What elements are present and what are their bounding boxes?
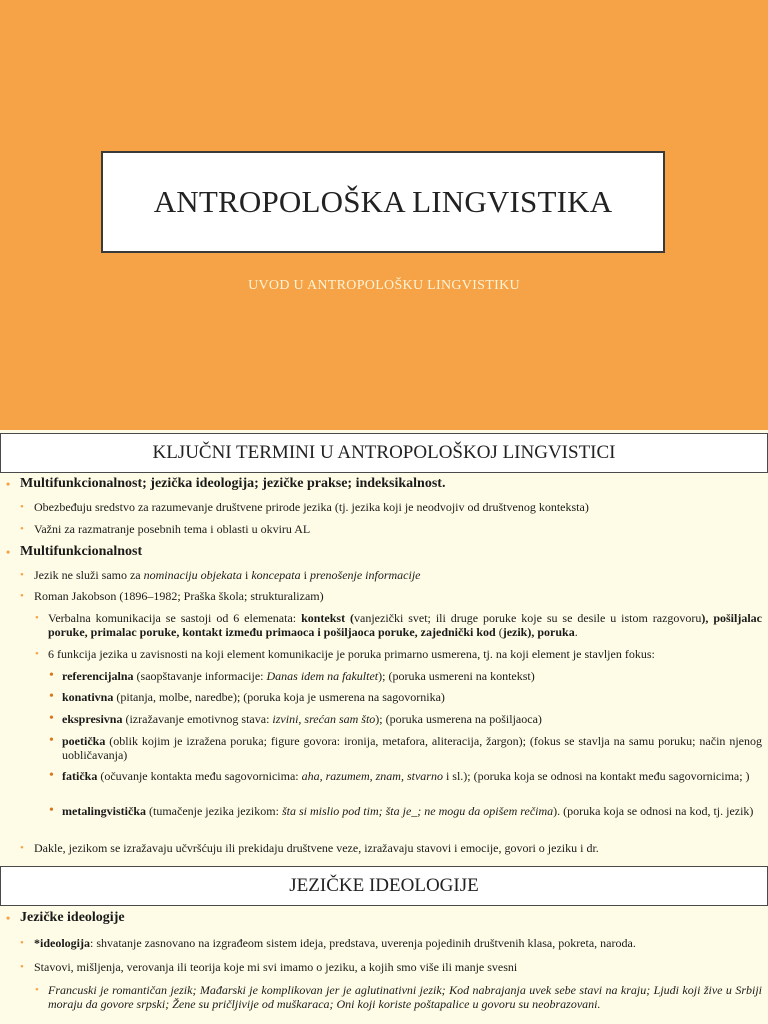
bullet-icon: • — [20, 501, 24, 513]
list-item: • Jezik ne služi samo za nominaciju objekata i koncepata i prenošenje informacije — [20, 568, 421, 582]
list-item: • Dakle, jezikom se izražavaju učvršćuju ili prekidaju društvene veze, izražavaju stavovi i emocije, govori o jeziku i dr. — [20, 841, 599, 855]
subtitle: UVOD U ANTROPOLOŠKU LINGVISTIKU — [248, 278, 520, 293]
list-item: • *ideologija: shvatanje zasnovano na izgrađeom sistem ideja, predstava, uverenja pojedinih društvenih klasa, pokreta, naroda. — [20, 936, 636, 950]
bullet-icon: • — [20, 961, 24, 973]
list-item: • Francuski je romantičan jezik; Mađarski je komplikovan jer je aglutinativni jezik; Kod nabrajanja uvek sebe stavi na kraju; Ljudi koji žive u Srbiji moraju da govore srpski; Žene su pričljivije od muškaraca; Oni koji koriste poštapalice u govoru su neobrazovani. — [35, 983, 762, 1011]
bullet-icon: • — [49, 689, 54, 704]
list-item: • 6 funkcija jezika u zavisnosti na koji element komunikacije je poruka primarno usmerena, tj. na koji element je stavljen fokus: — [35, 647, 655, 661]
function-item-phatic: • fatička (očuvanje kontakta među sagovornicima: aha, razumem, znam, stvarno i sl.); (poruka koja se odnosi na kontakt među sagovornicima; ) — [49, 768, 750, 783]
bullet-icon: • — [35, 612, 39, 624]
bullet-icon: • — [49, 668, 54, 683]
bullet-icon: • — [20, 937, 24, 949]
list-item: • Multifunkcionalnost; jezička ideologija; jezičke prakse; indeksikalnost. — [6, 476, 446, 491]
bullet-icon: • — [6, 477, 11, 491]
function-item-expressive: • ekspresivna (izražavanje emotivnog stava: izvini, srećan sam što); (poruka usmerena na pošiljaoca) — [49, 711, 542, 726]
title-box — [101, 151, 665, 253]
page-title: ANTROPOLOŠKA LINGVISTIKA — [153, 184, 613, 219]
bullet-icon: • — [6, 545, 11, 559]
bullet-icon: • — [35, 648, 39, 660]
bullet-icon: • — [20, 569, 24, 581]
list-item: • Roman Jakobson (1896–1982; Praška škola; strukturalizam) — [20, 589, 324, 603]
bullet-icon: • — [49, 803, 54, 818]
bullet-icon: • — [49, 768, 54, 783]
function-item-referential: • referencijalna (saopštavanje informacije: Danas idem na fakultet); (poruka usmereni na kontekst) — [49, 668, 535, 683]
function-item-metalinguistic: • metalingvistička (tumačenje jezika jezikom: šta si mislio pod tim; šta je_; ne mogu da opišem rečima). (poruka koja se odnosi na kod, tj. jezik) — [49, 803, 754, 818]
bullet-icon: • — [20, 842, 24, 854]
list-item: • Obezbeđuju sredstvo za razumevanje društvene prirode jezika (tj. jezika koji je neodvojiv od društvenog konteksta) — [20, 500, 589, 514]
bullet-icon: • — [35, 984, 39, 996]
list-item: • Verbalna komunikacija se sastoji od 6 elemenata: kontekst (vanjezički svet; ili druge poruke koje su se desile u istom razgovoru), pošiljalac poruke, primalac poruke, kontakt između primaoca i pošiljaoca poruke, zajednički kod (jezik), poruka. — [35, 611, 763, 639]
bullet-icon: • — [49, 733, 54, 748]
function-item-poetic: • poetička (oblik kojim je izražena poruka; figure govora: ironija, metafora, aliteracija, žargon); (fokus se stavlja na samu poruku; način njenog uobličavanja) — [49, 733, 762, 762]
bullet-icon: • — [6, 911, 11, 925]
list-item: • Multifunkcionalnost — [6, 544, 143, 559]
list-item: • Jezičke ideologije — [6, 910, 125, 925]
list-item: • Važni za razmatranje posebnih tema i oblasti u okviru AL — [20, 522, 311, 536]
function-item-conative: • konativna (pitanja, molbe, naredbe); (poruka koja je usmerena na sagovornika) — [49, 689, 445, 704]
bullet-icon: • — [20, 523, 24, 535]
section-header-key-terms: KLJUČNI TERMINI U ANTROPOLOŠKOJ LINGVISTICI — [0, 433, 768, 473]
section-header-language-ideologies: JEZIČKE IDEOLOGIJE — [0, 866, 768, 906]
list-item: • Stavovi, mišljenja, verovanja ili teorija koje mi svi imamo o jeziku, a kojih smo više ili manje svesni — [20, 960, 518, 974]
bullet-icon: • — [49, 711, 54, 726]
bullet-icon: • — [20, 590, 24, 602]
title-slide — [0, 0, 768, 430]
